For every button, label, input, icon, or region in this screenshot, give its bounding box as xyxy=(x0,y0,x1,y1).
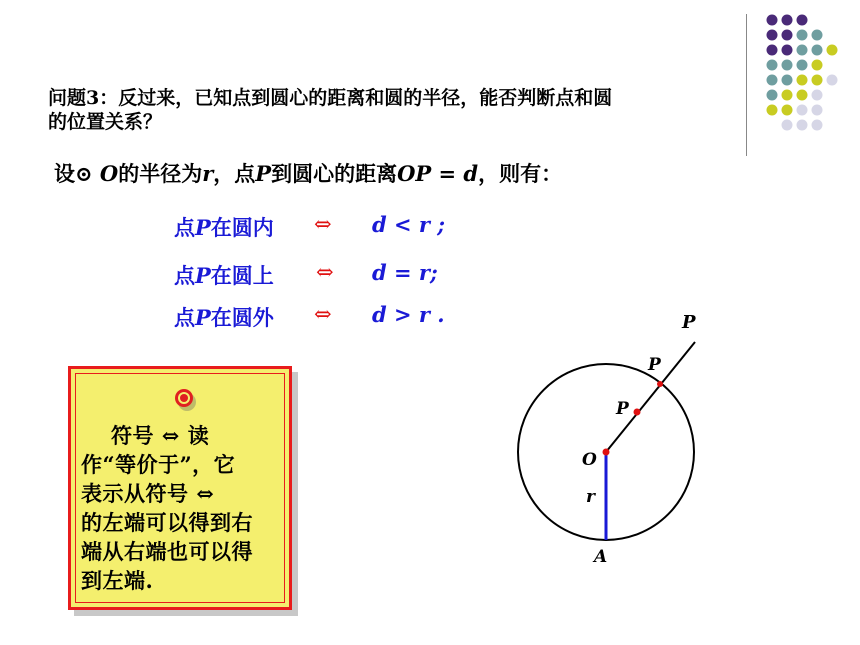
note-text xyxy=(81,421,277,595)
point-P-on xyxy=(657,381,663,387)
label-P-outer: P xyxy=(682,312,696,333)
note-line-6: 到左端. xyxy=(81,568,154,593)
pushpin-icon xyxy=(171,385,201,415)
note-line-1: 符号 ⇔ 读 xyxy=(111,423,210,448)
condition-inside xyxy=(174,212,446,242)
premise-equation: OP = d xyxy=(397,161,479,186)
note-line-5: 端从右端也可以得 xyxy=(81,539,253,564)
label-r: r xyxy=(586,487,595,507)
condition-relation: d < r ; xyxy=(372,212,446,237)
premise-mid2: ，点 xyxy=(213,161,256,186)
circle-diagram xyxy=(500,300,720,580)
condition-label: 点P在圆内 xyxy=(174,215,274,240)
premise-statement xyxy=(54,158,562,188)
note-box xyxy=(68,366,292,610)
label-P-on: P xyxy=(648,355,661,375)
question-line-1: 问题3：反过来，已知点到圆心的距离和圆的半径，能否判断点和圆 xyxy=(48,87,613,109)
premise-prefix: 设⊙ xyxy=(54,161,100,186)
premise-mid3: 到圆心的距离 xyxy=(271,161,398,186)
condition-outside xyxy=(174,302,445,332)
premise-r: r xyxy=(202,161,214,186)
point-O xyxy=(603,449,610,456)
point-P-inner xyxy=(634,409,641,416)
premise-O: O xyxy=(99,161,119,186)
label-O: O xyxy=(582,450,597,470)
note-line-3: 表示从符号 ⇔ xyxy=(81,481,215,506)
premise-P: P xyxy=(255,161,272,186)
label-P-inner: P xyxy=(616,399,629,419)
condition-label: 点P在圆外 xyxy=(174,305,274,330)
label-A: A xyxy=(594,547,608,567)
equivalence-arrow-icon: ⇔ xyxy=(314,212,332,236)
question-text xyxy=(48,86,708,134)
premise-mid1: 的半径为 xyxy=(118,161,203,186)
note-line-2: 作“等价于”，它 xyxy=(81,452,236,477)
decorative-dot-grid xyxy=(740,10,860,160)
note-line-4: 的左端可以得到右 xyxy=(81,510,253,535)
premise-suffix: ，则有： xyxy=(478,161,563,186)
equivalence-arrow-icon: ⇔ xyxy=(316,260,334,284)
condition-label: 点P在圆上 xyxy=(174,263,274,288)
question-line-2: 的位置关系？ xyxy=(48,111,163,133)
condition-on xyxy=(174,260,438,290)
equivalence-arrow-icon: ⇔ xyxy=(314,302,332,326)
condition-relation: d = r; xyxy=(372,260,438,285)
condition-relation: d > r . xyxy=(372,302,445,327)
